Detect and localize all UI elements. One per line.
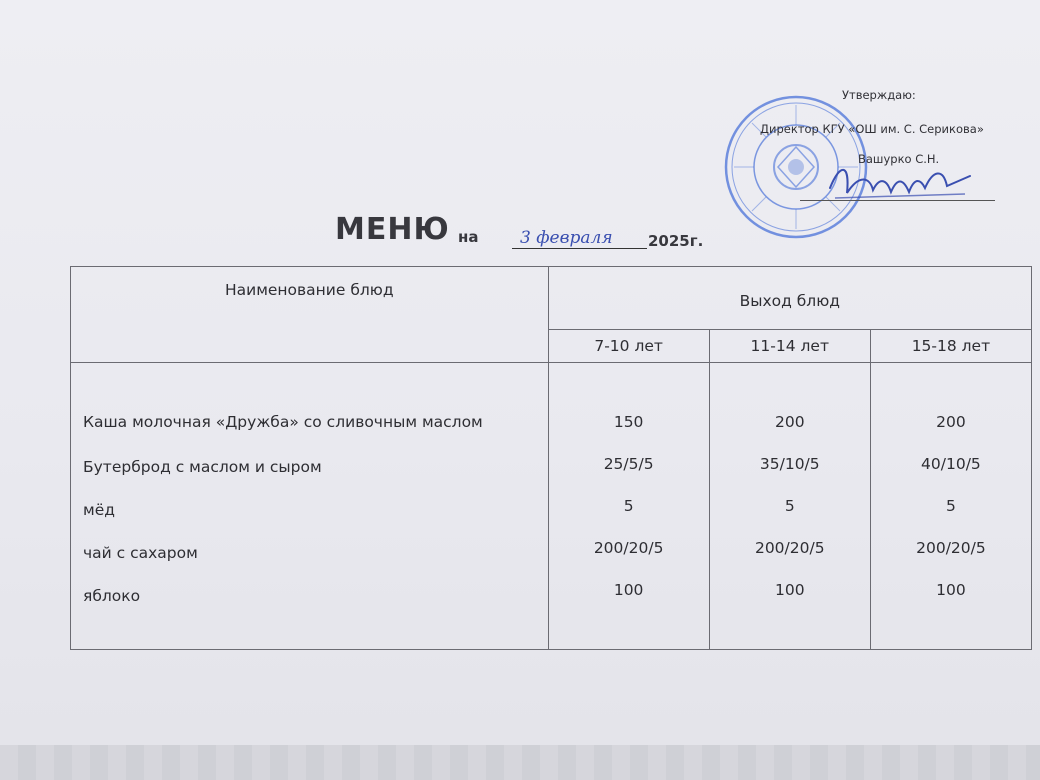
menu-title: МЕНЮ — [335, 212, 450, 247]
table-header-row — [71, 267, 1032, 330]
column-header-age-7-10: 7-10 лет — [548, 330, 709, 363]
value-item: 40/10/5 — [921, 455, 981, 473]
value-item: 200 — [774, 413, 805, 431]
value-item: 100 — [936, 581, 966, 599]
dish-list-cell — [71, 363, 549, 650]
menu-year: 2025г. — [648, 232, 704, 250]
table-row — [71, 363, 1032, 650]
value-item: 200/20/5 — [754, 539, 825, 557]
menu-on-label: на — [458, 228, 479, 246]
value-item: 25/5/5 — [603, 455, 654, 473]
value-item: 5 — [945, 497, 956, 515]
column-header-age-15-18: 15-18 лет — [870, 330, 1031, 363]
table-surface — [0, 745, 1040, 780]
dish-item: мёд — [83, 501, 115, 519]
approval-director: Директор КГУ «ОШ им. С. Серикова» — [760, 122, 984, 136]
menu-table — [70, 266, 1032, 650]
value-item: 200/20/5 — [593, 539, 664, 557]
dish-item: Каша молочная «Дружба» со сливочным маслом — [83, 413, 483, 431]
approval-name: Вашурко С.Н. — [858, 152, 940, 166]
value-item: 200/20/5 — [916, 539, 986, 557]
column-header-output: Выход блюд — [548, 267, 1031, 330]
values-cell-15-18 — [870, 363, 1031, 650]
value-item: 5 — [784, 497, 795, 515]
dish-item: чай с сахаром — [83, 544, 198, 562]
value-item: 5 — [623, 497, 634, 515]
dish-item: яблоко — [83, 587, 141, 605]
values-cell-11-14 — [709, 363, 870, 650]
value-item: 100 — [613, 581, 644, 599]
value-item: 200 — [936, 413, 966, 431]
value-item: 100 — [774, 581, 805, 599]
dish-item: Бутерброд с маслом и сыром — [83, 458, 322, 476]
value-item: 150 — [613, 413, 644, 431]
handwritten-date: 3 февраля — [520, 228, 613, 248]
approval-title: Утверждаю: — [842, 88, 916, 102]
date-underline — [512, 248, 647, 249]
value-item: 35/10/5 — [759, 455, 820, 473]
column-header-dish-name: Наименование блюд — [71, 267, 549, 363]
column-header-age-11-14: 11-14 лет — [709, 330, 870, 363]
values-cell-7-10 — [548, 363, 709, 650]
handwritten-signature — [825, 158, 975, 208]
